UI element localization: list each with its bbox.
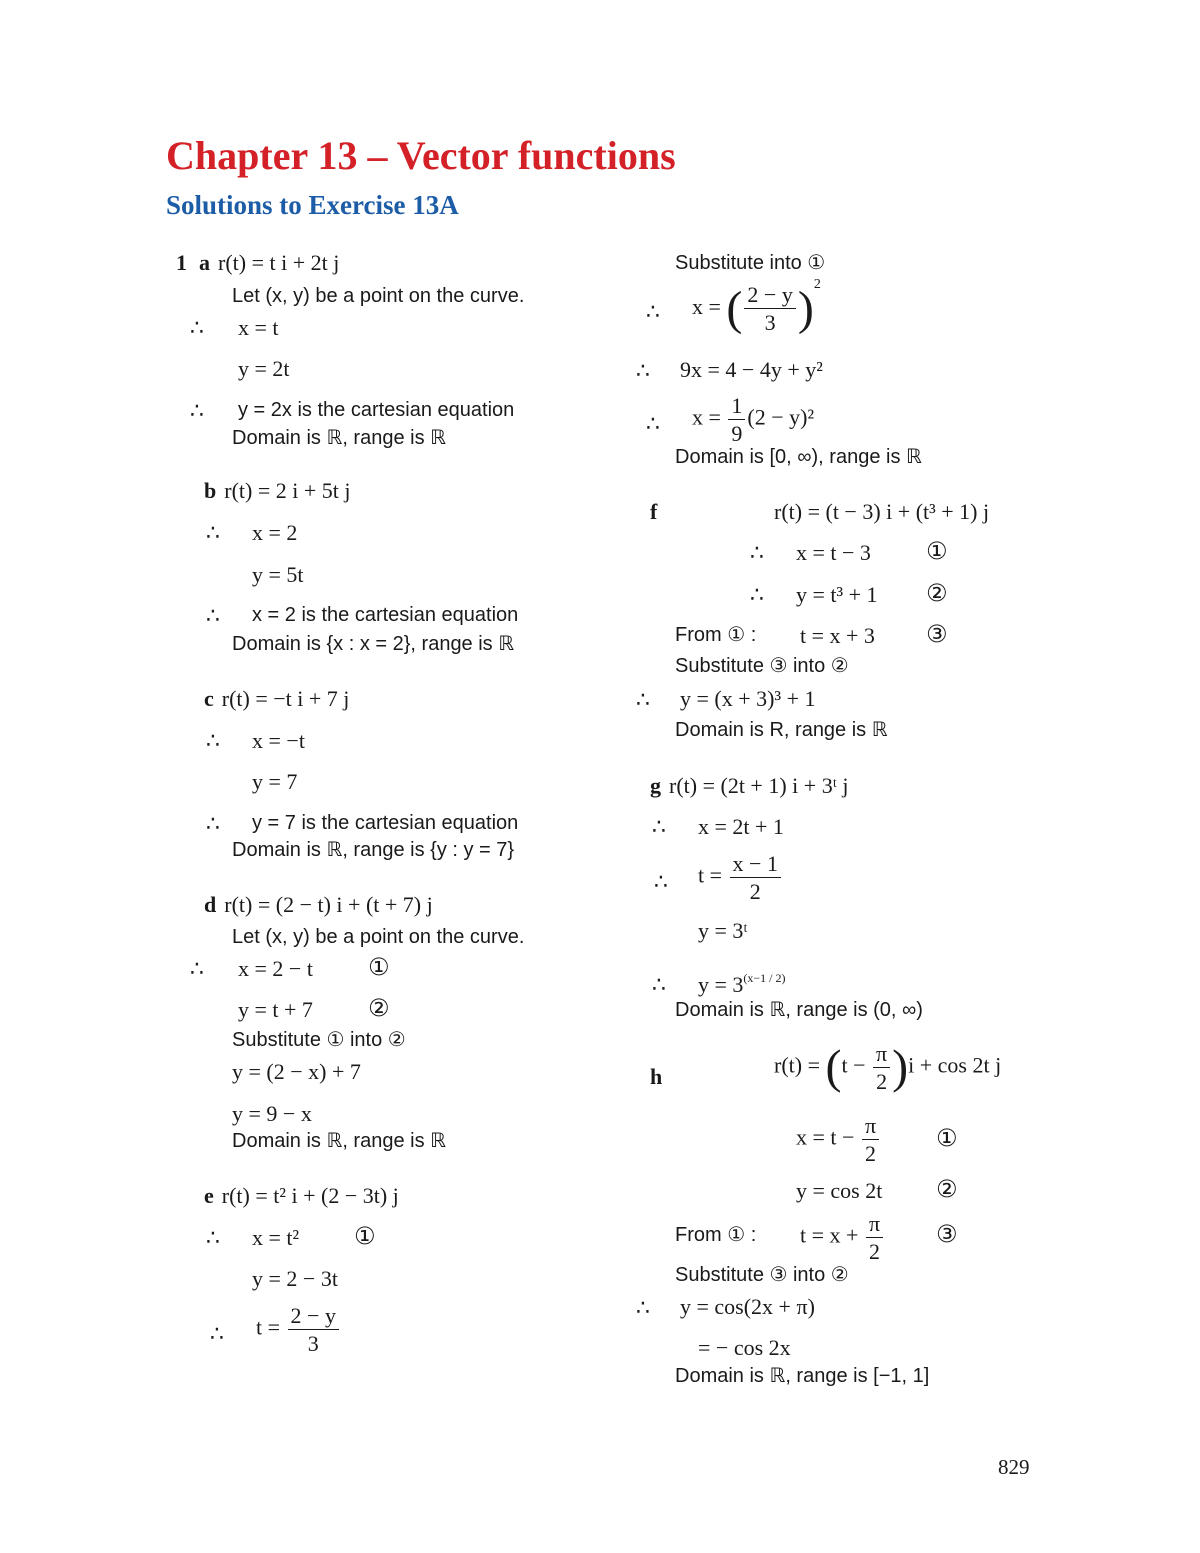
y-eq-e: y = 2 − 3t	[252, 1266, 338, 1291]
therefore-symbol: ∴	[652, 973, 666, 998]
vector-equation-e: r(t) = t² i + (2 − 3t) j	[221, 1183, 399, 1208]
expand-e: 9x = 4 − 4y + y²	[680, 357, 823, 382]
circled-2: ②	[926, 579, 948, 607]
denominator: 3	[307, 1331, 319, 1357]
therefore-symbol: ∴	[210, 1322, 224, 1347]
t-eq-e	[256, 1304, 341, 1355]
circled-1: ①	[936, 1124, 958, 1152]
let-point-a: Let (x, y) be a point on the curve.	[232, 285, 525, 307]
denominator: 9	[731, 421, 743, 447]
fraction	[744, 283, 795, 334]
y-eq-f: y = t³ + 1	[796, 582, 878, 607]
denominator: 2	[876, 1069, 888, 1095]
result-f: y = (x + 3)³ + 1	[680, 686, 816, 711]
y-eq-d: y = t + 7	[238, 997, 313, 1022]
part-label-d: d	[204, 892, 217, 917]
part-label-f: f	[650, 499, 658, 524]
exercise-title: Solutions to Exercise 13A	[166, 190, 459, 220]
question-1e-header	[204, 1185, 399, 1207]
circled-3: ③	[926, 620, 948, 648]
therefore-symbol: ∴	[190, 316, 204, 341]
fraction	[866, 1212, 883, 1263]
vector-equation-f: r(t) = (t − 3) i + (t³ + 1) j	[774, 499, 990, 524]
numerator: 2 − y	[288, 1304, 339, 1330]
result-exponent: (x−1 / 2)	[743, 971, 786, 985]
numerator: x − 1	[730, 852, 781, 878]
vector-equation-a: r(t) = t i + 2t j	[218, 250, 340, 275]
x-lhs: x =	[692, 404, 721, 430]
question-number: 1	[176, 250, 187, 275]
domain-a: Domain is ℝ, range is ℝ	[232, 427, 446, 449]
page-number: 829	[998, 1455, 1030, 1479]
part-label-e: e	[204, 1183, 214, 1208]
rt-lhs: r(t) =	[774, 1052, 820, 1078]
numerator: π	[866, 1212, 883, 1238]
t-eq-h	[800, 1212, 885, 1263]
circled-1: ①	[926, 537, 948, 565]
numerator: 1	[728, 394, 745, 420]
question-1a-header	[176, 252, 339, 274]
final-x-e	[692, 394, 814, 445]
question-1b-header	[204, 480, 351, 502]
result2-h: = − cos 2x	[698, 1335, 791, 1360]
vector-equation-d: r(t) = (2 − t) i + (t + 7) j	[224, 892, 433, 917]
numerator: π	[862, 1114, 879, 1140]
vector-equation-b: r(t) = 2 i + 5t j	[224, 478, 351, 503]
exponent: 2	[813, 277, 821, 292]
rt-inner: t −	[841, 1052, 866, 1078]
fraction	[730, 852, 781, 903]
fraction	[873, 1042, 890, 1093]
therefore-symbol: ∴	[750, 583, 764, 608]
chapter-title: Chapter 13 – Vector functions	[166, 133, 676, 178]
x-eq-h	[796, 1114, 881, 1165]
x-eq-d: x = 2 − t	[238, 956, 313, 981]
part-label-g: g	[650, 773, 661, 798]
result1-h: y = cos(2x + π)	[680, 1294, 815, 1319]
question-1g-header	[650, 775, 849, 797]
therefore-symbol: ∴	[750, 541, 764, 566]
t-eq-g	[698, 852, 783, 903]
domain-d: Domain is ℝ, range is ℝ	[232, 1130, 446, 1152]
cartesian-b: x = 2 is the cartesian equation	[252, 604, 519, 626]
fraction	[862, 1114, 879, 1165]
part-label-b: b	[204, 478, 217, 503]
x-eq-e: x = t²	[252, 1225, 300, 1250]
denominator: 2	[749, 879, 761, 905]
circled-2: ②	[936, 1175, 958, 1203]
numerator: π	[873, 1042, 890, 1068]
substitute-f: Substitute ③ into ②	[675, 655, 849, 677]
domain-f: Domain is R, range is ℝ	[675, 719, 888, 741]
y-eq-b: y = 5t	[252, 562, 304, 587]
t-eq-f: t = x + 3	[800, 623, 875, 648]
result-g	[698, 972, 786, 996]
therefore-symbol: ∴	[646, 412, 660, 437]
vector-equation-g: r(t) = (2t + 1) i + 3ᵗ j	[669, 773, 849, 798]
therefore-symbol: ∴	[206, 604, 220, 629]
from-h: From ① :	[675, 1224, 757, 1246]
x-eq-g: x = 2t + 1	[698, 814, 784, 839]
substitute-d: Substitute ① into ②	[232, 1029, 406, 1051]
domain-b: Domain is {x : x = 2}, range is ℝ	[232, 633, 515, 655]
therefore-symbol: ∴	[206, 521, 220, 546]
therefore-symbol: ∴	[206, 729, 220, 754]
therefore-symbol: ∴	[190, 399, 204, 424]
t-lhs: t =	[256, 1314, 281, 1340]
let-point-d: Let (x, y) be a point on the curve.	[232, 926, 525, 948]
from-f: From ① :	[675, 624, 757, 646]
therefore-symbol: ∴	[206, 1226, 220, 1251]
substitute-h: Substitute ③ into ②	[675, 1264, 849, 1286]
y-eq-h: y = cos 2t	[796, 1178, 883, 1203]
denominator: 3	[764, 310, 776, 336]
part-label-h: h	[650, 1064, 663, 1089]
therefore-symbol: ∴	[636, 1296, 650, 1321]
domain-c: Domain is ℝ, range is {y : y = 7}	[232, 839, 515, 861]
domain-g: Domain is ℝ, range is (0, ∞)	[675, 999, 923, 1021]
result-base: y = 3	[698, 972, 744, 997]
question-1c-header	[204, 688, 349, 710]
therefore-symbol: ∴	[636, 688, 650, 713]
therefore-symbol: ∴	[646, 300, 660, 325]
circled-3: ③	[936, 1220, 958, 1248]
x-lhs: x = t −	[796, 1124, 855, 1150]
therefore-symbol: ∴	[190, 957, 204, 982]
circled-2: ②	[368, 994, 390, 1022]
part-label-a: a	[199, 250, 210, 275]
domain-e: Domain is [0, ∞), range is ℝ	[675, 446, 922, 468]
y-eq-c: y = 7	[252, 769, 298, 794]
cartesian-c: y = 7 is the cartesian equation	[252, 812, 519, 834]
rt-rhs: i + cos 2t j	[908, 1052, 1002, 1078]
denominator: 2	[864, 1141, 876, 1167]
y-eq-a: y = 2t	[238, 356, 290, 381]
numerator: 2 − y	[744, 283, 795, 309]
x-eq-c: x = −t	[252, 728, 305, 753]
t-lhs: t = x +	[800, 1222, 859, 1248]
x-eq-b: x = 2	[252, 520, 298, 545]
fraction	[728, 394, 745, 445]
therefore-symbol: ∴	[654, 870, 668, 895]
x-lhs: x =	[692, 294, 721, 319]
x-eq-a: x = t	[238, 315, 279, 340]
x-eq-e-squared: x = ( $\frac{2 - y}{3}$ )$^2$	[692, 277, 821, 336]
t-lhs: t =	[698, 862, 723, 888]
vector-equation-c: r(t) = −t i + 7 j	[221, 686, 350, 711]
part-label-c: c	[204, 686, 214, 711]
denominator: 2	[868, 1239, 880, 1265]
circled-1: ①	[368, 953, 390, 981]
question-1d-header	[204, 894, 433, 916]
x-eq-f: x = t − 3	[796, 540, 871, 565]
substitute-e: Substitute into ①	[675, 252, 826, 274]
y-eq-g: y = 3ᵗ	[698, 918, 748, 943]
step1-d: y = (2 − x) + 7	[232, 1059, 361, 1084]
domain-h: Domain is ℝ, range is [−1, 1]	[675, 1365, 930, 1387]
cartesian-a: y = 2x is the cartesian equation	[238, 399, 515, 421]
step2-d: y = 9 − x	[232, 1101, 312, 1126]
circled-1: ①	[354, 1222, 376, 1250]
vector-equation-h: r(t) = (t − $\frac{\pi}{2}$ )i + cos 2t j	[774, 1040, 1002, 1095]
fraction	[288, 1304, 339, 1355]
therefore-symbol: ∴	[206, 812, 220, 837]
x-rhs: (2 − y)²	[747, 404, 815, 430]
therefore-symbol: ∴	[652, 815, 666, 840]
therefore-symbol: ∴	[636, 359, 650, 384]
